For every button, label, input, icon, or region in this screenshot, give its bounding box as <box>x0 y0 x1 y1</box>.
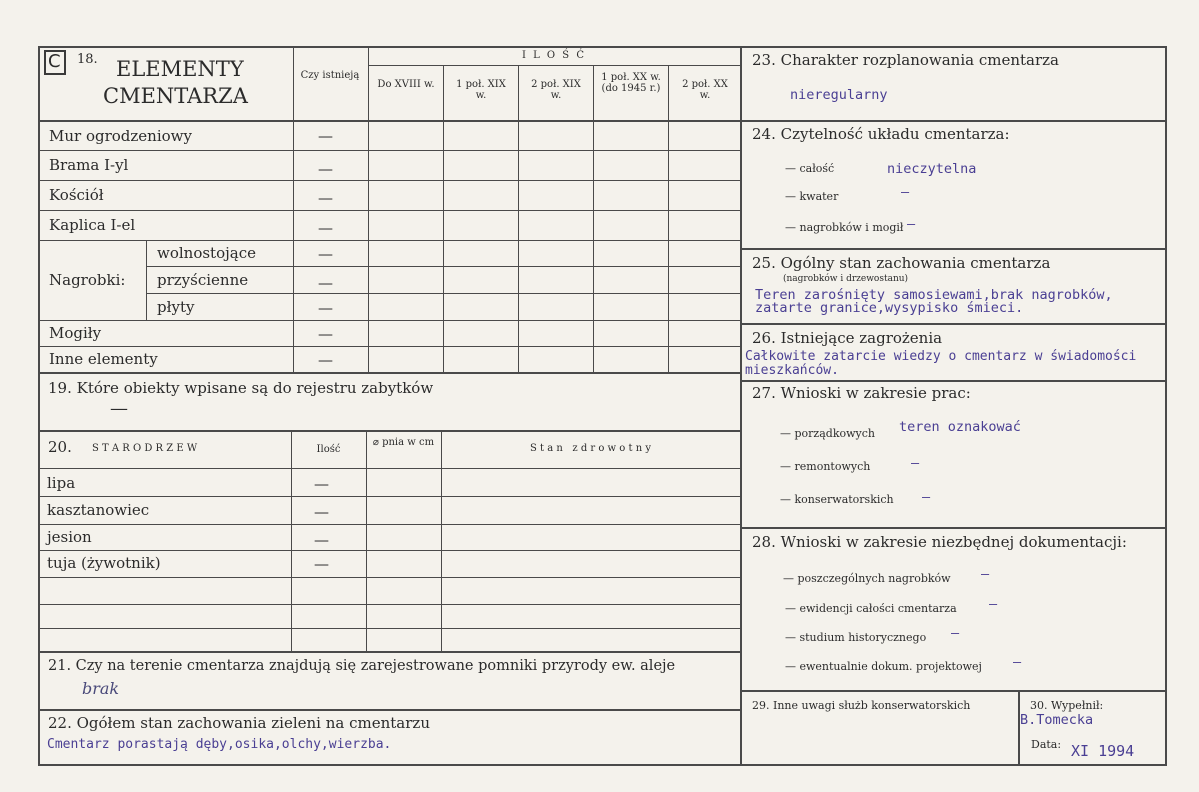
q25-answer-1: Teren zarośnięty samosiewami,brak nagrobków, <box>755 287 1113 303</box>
q29-label: 29. Inne uwagi służb konserwatorskich <box>752 699 971 712</box>
q30-label: 30. Wypełnił: <box>1030 699 1104 712</box>
element-row-label: Mogiły <box>49 324 102 342</box>
q21-answer: brak <box>82 679 120 698</box>
q28-item-value: — <box>981 566 990 582</box>
element-row-exists: — <box>318 160 333 178</box>
tree-count: — <box>314 555 329 573</box>
q24-label: 24. Czytelność układu cmentarza: <box>752 125 1010 143</box>
ilosc-header: I L O Ś Ć <box>521 50 586 61</box>
q24-item-value: nieczytelna <box>887 161 977 177</box>
q30-date-label: Data: <box>1031 738 1062 751</box>
q21-label: 21. Czy na terenie cmentarza znajdują się zarejestrowane pomniki przyrody ew. aleje <box>48 658 676 674</box>
tree-count: — <box>314 531 329 549</box>
q24-item-value: — <box>901 184 910 200</box>
tree-name: lipa <box>47 474 76 492</box>
starodrzew-col-count: Ilość <box>316 444 341 455</box>
nagrobki-row-exists: — <box>318 245 333 263</box>
q22-answer: Cmentarz porastają dęby,osika,olchy,wierzba. <box>47 737 392 752</box>
q28-item-value: — <box>1013 654 1022 670</box>
period-header: 2 poł. XX w. <box>682 79 728 101</box>
q27-item-value: teren oznakować <box>899 419 1021 435</box>
nagrobki-row-label: przyścienne <box>157 271 249 289</box>
col-exists-header: Czy istnieją <box>300 70 360 81</box>
tree-name: kasztanowiec <box>47 501 150 519</box>
starodrzew-number: 20. <box>48 438 72 456</box>
elements-number: 18. <box>77 52 98 67</box>
q24-item-label: — nagrobków i mogił <box>785 221 904 234</box>
q28-item-label: — ewidencji całości cmentarza <box>785 602 957 615</box>
q26-answer-2: mieszkańców. <box>745 363 839 378</box>
nagrobki-row-label: wolnostojące <box>157 244 256 262</box>
starodrzew-col-diameter: ⌀ pnia w cm <box>372 437 435 448</box>
tree-count: — <box>314 475 329 493</box>
elements-title-2: CMENTARZA <box>103 84 248 108</box>
section-letter: C <box>48 51 61 72</box>
q27-item-value: — <box>922 489 931 505</box>
starodrzew-title: S T A R O D R Z E W <box>92 443 198 454</box>
q25-answer-2: zatarte granice,wysypisko śmieci. <box>755 300 1024 316</box>
q30-name: B.Tomecka <box>1020 712 1094 728</box>
q28-item-value: — <box>951 625 960 641</box>
period-header: 1 poł. XIX w. <box>456 79 506 101</box>
q27-item-label: — porządkowych <box>780 427 875 440</box>
nagrobki-row-label: płyty <box>157 298 195 316</box>
q22-label: 22. Ogółem stan zachowania zieleni na cmentarzu <box>48 714 430 732</box>
period-header: Do XVIII w. <box>377 79 435 90</box>
q27-item-value: — <box>911 455 920 471</box>
q26-answer-1: Całkowite zatarcie wiedzy o cmentarz w świadomości <box>745 349 1137 364</box>
element-row-label: Brama I-yl <box>49 156 129 174</box>
q25-label: 25. Ogólny stan zachowania cmentarza <box>752 254 1051 272</box>
q19-label: 19. Które obiekty wpisane są do rejestru zabytków <box>48 379 434 397</box>
tree-name: tuja (żywotnik) <box>47 554 161 572</box>
q27-item-label: — konserwatorskich <box>780 493 894 506</box>
element-row-label: Mur ogrodzeniowy <box>49 127 192 145</box>
q25-sub: (nagrobków i drzewostanu) <box>783 274 909 284</box>
period-header: 1 poł. XX w. (do 1945 r.) <box>601 72 661 94</box>
q28-item-label: — poszczególnych nagrobków <box>783 572 951 585</box>
element-row-exists: — <box>318 189 333 207</box>
tree-count: — <box>314 503 329 521</box>
q24-item-value: — <box>907 216 916 232</box>
q23-answer: nieregularny <box>790 87 888 103</box>
q28-item-label: — ewentualnie dokum. projektowej <box>785 660 982 673</box>
element-row-exists: — <box>318 127 333 145</box>
nagrobki-label: Nagrobki: <box>49 271 126 289</box>
starodrzew-col-health: S t a n z d r o w o t n y <box>530 443 651 454</box>
q28-item-value: — <box>989 596 998 612</box>
q27-label: 27. Wnioski w zakresie prac: <box>752 384 971 402</box>
q24-item-label: — całość <box>785 162 835 175</box>
element-row-label: Kościół <box>49 186 104 204</box>
elements-title-1: ELEMENTY <box>116 57 244 81</box>
period-header: 2 poł. XIX w. <box>531 79 581 101</box>
element-row-exists: — <box>318 351 333 369</box>
q23-label: 23. Charakter rozplanowania cmentarza <box>752 51 1059 69</box>
q24-item-label: — kwater <box>785 190 839 203</box>
q30-date: XI 1994 <box>1071 742 1135 760</box>
element-row-exists: — <box>318 219 333 237</box>
nagrobki-row-exists: — <box>318 274 333 292</box>
tree-name: jesion <box>47 528 92 546</box>
nagrobki-row-exists: — <box>318 299 333 317</box>
element-row-label: Kaplica I-el <box>49 216 136 234</box>
element-row-label: Inne elementy <box>49 350 158 368</box>
q28-label: 28. Wnioski w zakresie niezbędnej dokumentacji: <box>752 533 1127 551</box>
q27-item-label: — remontowych <box>780 460 871 473</box>
element-row-exists: — <box>318 325 333 343</box>
q28-item-label: — studium historycznego <box>785 631 927 644</box>
q19-answer: — <box>110 398 128 419</box>
q26-label: 26. Istniejące zagrożenia <box>752 329 943 347</box>
